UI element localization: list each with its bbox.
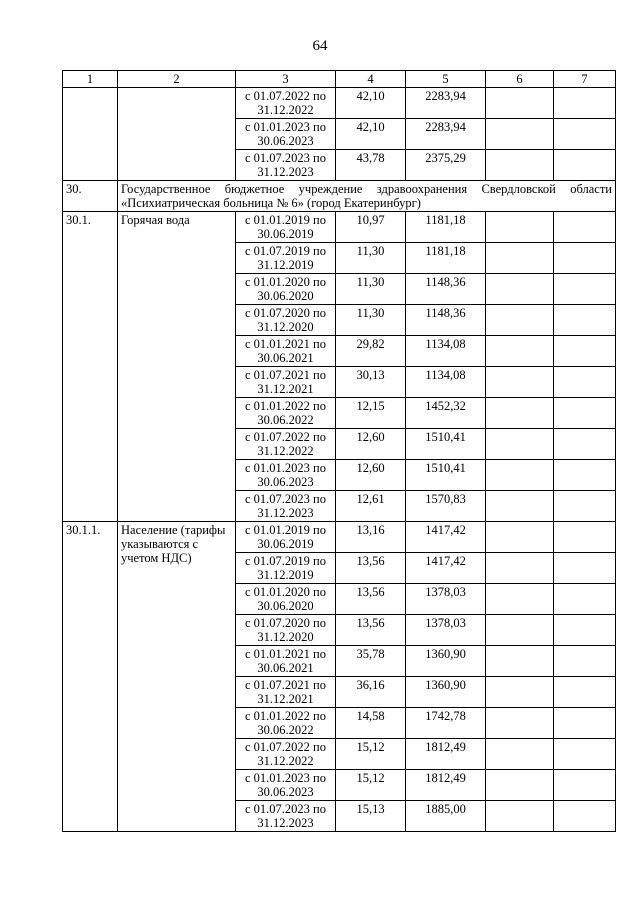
value-cell-4: 11,30 — [336, 243, 406, 274]
value-cell-5: 1417,42 — [406, 553, 486, 584]
period-cell: с 01.07.2019 по 31.12.2019 — [236, 553, 336, 584]
period-cell: с 01.01.2021 по 30.06.2021 — [236, 646, 336, 677]
period-cell: с 01.07.2022 по 31.12.2022 — [236, 429, 336, 460]
column-header: 6 — [486, 71, 554, 88]
empty-cell-7 — [554, 367, 616, 398]
column-header: 1 — [63, 71, 118, 88]
tariff-table — [62, 70, 616, 832]
column-header: 4 — [336, 71, 406, 88]
value-cell-4: 29,82 — [336, 336, 406, 367]
value-cell-4: 42,10 — [336, 88, 406, 119]
value-cell-4: 12,15 — [336, 398, 406, 429]
empty-cell-7 — [554, 770, 616, 801]
empty-cell-6 — [486, 305, 554, 336]
tariff-table-body — [63, 71, 616, 832]
period-cell: с 01.07.2019 по 31.12.2019 — [236, 243, 336, 274]
period-cell: с 01.01.2021 по 30.06.2021 — [236, 336, 336, 367]
header-row — [63, 71, 616, 88]
value-cell-5: 1148,36 — [406, 274, 486, 305]
value-cell-5: 1885,00 — [406, 801, 486, 832]
value-cell-5: 1510,41 — [406, 429, 486, 460]
empty-cell-6 — [486, 646, 554, 677]
empty-cell-7 — [554, 708, 616, 739]
empty-cell-7 — [554, 553, 616, 584]
column-header: 3 — [236, 71, 336, 88]
value-cell-4: 14,58 — [336, 708, 406, 739]
empty-cell-7 — [554, 739, 616, 770]
column-header: 5 — [406, 71, 486, 88]
empty-cell-7 — [554, 491, 616, 522]
empty-cell-7 — [554, 119, 616, 150]
period-cell: с 01.01.2023 по 30.06.2023 — [236, 119, 336, 150]
value-cell-4: 12,60 — [336, 429, 406, 460]
period-cell: с 01.01.2022 по 30.06.2022 — [236, 708, 336, 739]
empty-cell-7 — [554, 88, 616, 119]
period-cell: с 01.07.2022 по 31.12.2022 — [236, 739, 336, 770]
value-cell-4: 42,10 — [336, 119, 406, 150]
period-cell: с 01.07.2023 по 31.12.2023 — [236, 801, 336, 832]
empty-cell-6 — [486, 336, 554, 367]
value-cell-4: 43,78 — [336, 150, 406, 181]
empty-cell-6 — [486, 677, 554, 708]
value-cell-5: 1378,03 — [406, 584, 486, 615]
value-cell-5: 1417,42 — [406, 522, 486, 553]
period-cell: с 01.07.2023 по 31.12.2023 — [236, 150, 336, 181]
period-cell: с 01.01.2019 по 30.06.2019 — [236, 212, 336, 243]
value-cell-4: 15,12 — [336, 739, 406, 770]
empty-cell-6 — [486, 398, 554, 429]
empty-cell-7 — [554, 336, 616, 367]
column-header: 7 — [554, 71, 616, 88]
empty-cell-7 — [554, 429, 616, 460]
empty-cell-7 — [554, 212, 616, 243]
empty-cell-6 — [486, 615, 554, 646]
value-cell-4: 12,60 — [336, 460, 406, 491]
empty-cell-6 — [486, 522, 554, 553]
empty-cell-6 — [486, 553, 554, 584]
organization-row — [63, 181, 616, 212]
empty-cell-7 — [554, 274, 616, 305]
value-cell-4: 11,30 — [336, 305, 406, 336]
period-cell: с 01.01.2020 по 30.06.2020 — [236, 274, 336, 305]
column-header: 2 — [118, 71, 236, 88]
empty-cell-6 — [486, 584, 554, 615]
period-cell: с 01.01.2023 по 30.06.2023 — [236, 770, 336, 801]
empty-cell-6 — [486, 708, 554, 739]
period-cell: с 01.07.2021 по 31.12.2021 — [236, 367, 336, 398]
row-code: 30.1. — [63, 212, 118, 522]
row-name — [118, 88, 236, 181]
empty-cell-6 — [486, 243, 554, 274]
value-cell-4: 11,30 — [336, 274, 406, 305]
organization-name: Государственное бюджетное учреждение здравоохранения Свердловской области «Психиатрическая больница № 6» (город Екатеринбург) — [118, 181, 616, 212]
period-cell: с 01.07.2023 по 31.12.2023 — [236, 491, 336, 522]
period-cell: с 01.01.2019 по 30.06.2019 — [236, 522, 336, 553]
table-row — [63, 522, 616, 553]
empty-cell-7 — [554, 522, 616, 553]
empty-cell-6 — [486, 119, 554, 150]
empty-cell-6 — [486, 739, 554, 770]
value-cell-5: 1360,90 — [406, 677, 486, 708]
period-cell: с 01.07.2020 по 31.12.2020 — [236, 615, 336, 646]
empty-cell-7 — [554, 615, 616, 646]
value-cell-5: 2375,29 — [406, 150, 486, 181]
value-cell-4: 13,56 — [336, 615, 406, 646]
row-name: Горячая вода — [118, 212, 236, 522]
empty-cell-7 — [554, 646, 616, 677]
value-cell-5: 1360,90 — [406, 646, 486, 677]
period-cell: с 01.07.2021 по 31.12.2021 — [236, 677, 336, 708]
value-cell-5: 1812,49 — [406, 770, 486, 801]
period-cell: с 01.07.2020 по 31.12.2020 — [236, 305, 336, 336]
value-cell-4: 35,78 — [336, 646, 406, 677]
empty-cell-6 — [486, 88, 554, 119]
row-code: 30.1.1. — [63, 522, 118, 832]
value-cell-5: 1812,49 — [406, 739, 486, 770]
period-cell: с 01.01.2020 по 30.06.2020 — [236, 584, 336, 615]
value-cell-4: 10,97 — [336, 212, 406, 243]
empty-cell-7 — [554, 150, 616, 181]
value-cell-5: 1452,32 — [406, 398, 486, 429]
value-cell-4: 15,12 — [336, 770, 406, 801]
value-cell-5: 1510,41 — [406, 460, 486, 491]
period-cell: с 01.07.2022 по 31.12.2022 — [236, 88, 336, 119]
empty-cell-6 — [486, 150, 554, 181]
empty-cell-6 — [486, 367, 554, 398]
empty-cell-7 — [554, 801, 616, 832]
row-code — [63, 88, 118, 181]
empty-cell-6 — [486, 274, 554, 305]
empty-cell-6 — [486, 801, 554, 832]
value-cell-4: 12,61 — [336, 491, 406, 522]
table-row — [63, 88, 616, 119]
empty-cell-7 — [554, 584, 616, 615]
page-number: 64 — [312, 38, 328, 54]
value-cell-5: 1134,08 — [406, 367, 486, 398]
row-name: Население (тарифы указываются с учетом НДС) — [118, 522, 236, 832]
empty-cell-6 — [486, 460, 554, 491]
empty-cell-7 — [554, 243, 616, 274]
period-cell: с 01.01.2022 по 30.06.2022 — [236, 398, 336, 429]
value-cell-4: 13,16 — [336, 522, 406, 553]
empty-cell-7 — [554, 398, 616, 429]
empty-cell-6 — [486, 212, 554, 243]
value-cell-5: 1134,08 — [406, 336, 486, 367]
value-cell-4: 30,13 — [336, 367, 406, 398]
value-cell-5: 2283,94 — [406, 119, 486, 150]
row-code: 30. — [63, 181, 118, 212]
empty-cell-6 — [486, 491, 554, 522]
empty-cell-7 — [554, 677, 616, 708]
value-cell-4: 13,56 — [336, 553, 406, 584]
table-row — [63, 212, 616, 243]
value-cell-4: 13,56 — [336, 584, 406, 615]
empty-cell-6 — [486, 770, 554, 801]
value-cell-5: 1742,78 — [406, 708, 486, 739]
empty-cell-7 — [554, 305, 616, 336]
value-cell-5: 2283,94 — [406, 88, 486, 119]
period-cell: с 01.01.2023 по 30.06.2023 — [236, 460, 336, 491]
value-cell-4: 15,13 — [336, 801, 406, 832]
value-cell-5: 1181,18 — [406, 212, 486, 243]
value-cell-5: 1570,83 — [406, 491, 486, 522]
value-cell-5: 1181,18 — [406, 243, 486, 274]
value-cell-4: 36,16 — [336, 677, 406, 708]
value-cell-5: 1148,36 — [406, 305, 486, 336]
value-cell-5: 1378,03 — [406, 615, 486, 646]
empty-cell-7 — [554, 460, 616, 491]
empty-cell-6 — [486, 429, 554, 460]
